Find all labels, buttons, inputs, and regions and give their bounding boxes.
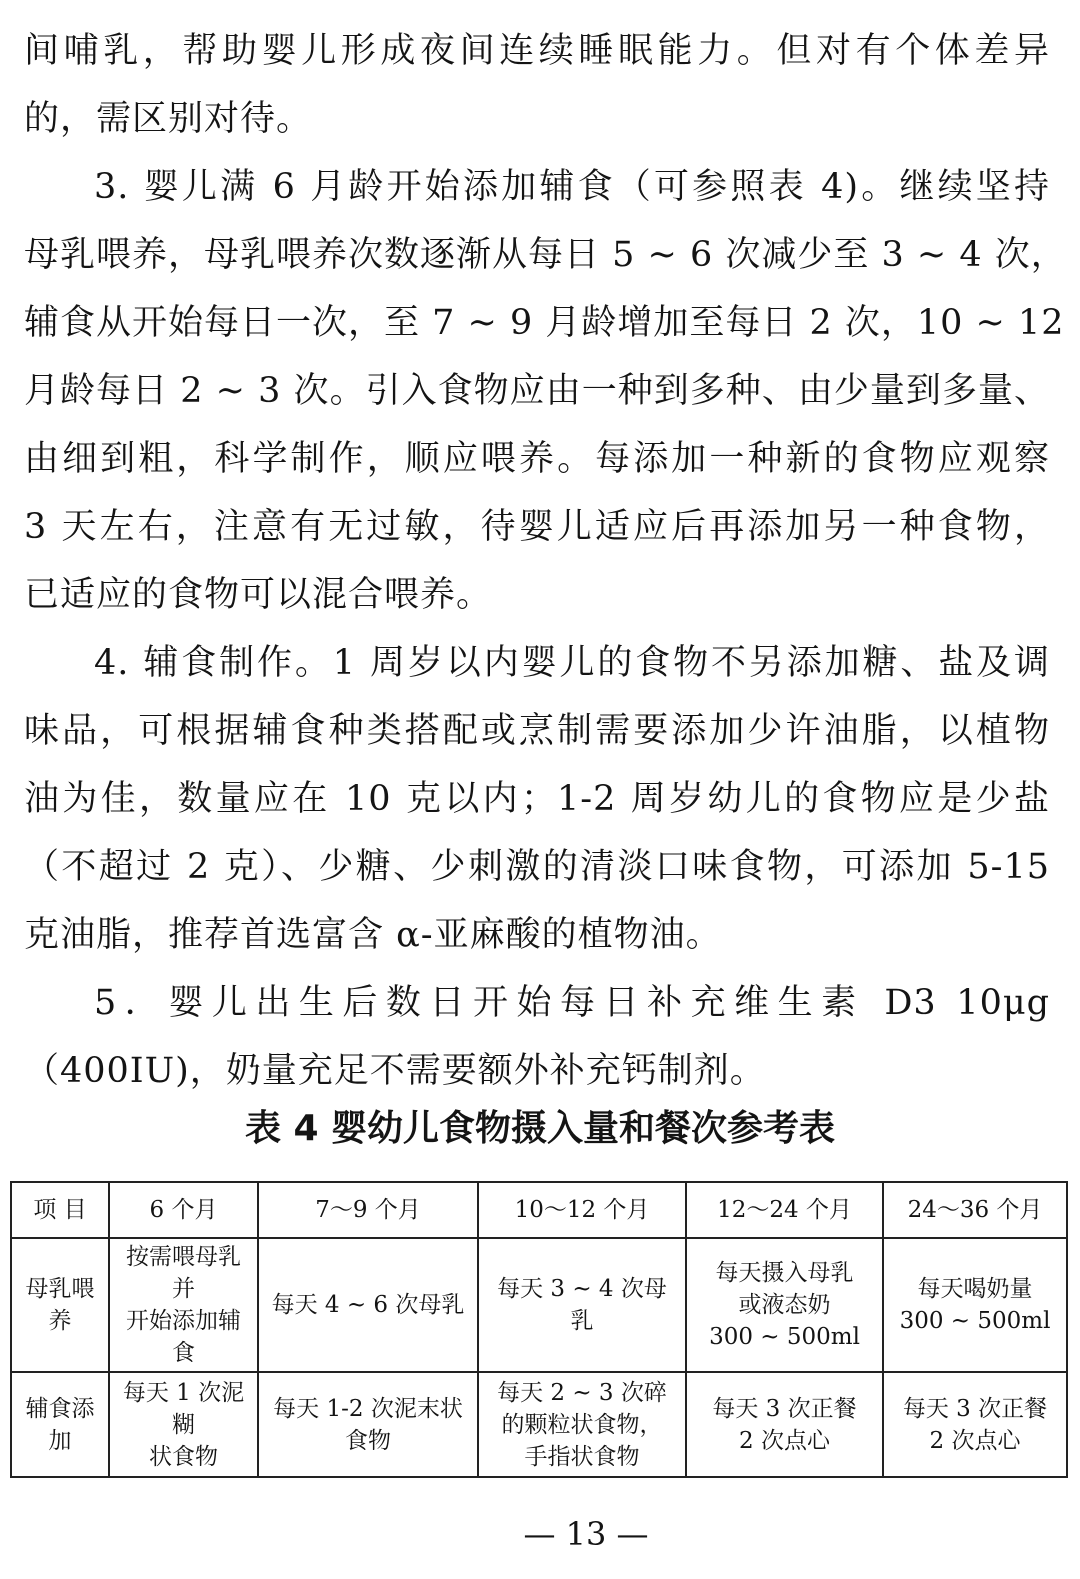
cell-line: 2 次点心: [739, 1427, 830, 1454]
paragraph-line: 月龄每日 2 ~ 3 次。引入食物应由一种到多种、由少量到多量、: [24, 371, 1050, 411]
cell-line: 每天 3 ~ 4 次母: [497, 1276, 667, 1302]
cell-line: 状食物: [149, 1443, 218, 1470]
cell-line: 养: [48, 1308, 72, 1334]
cell-line: 每天 4 ~ 6 次母乳: [271, 1292, 465, 1318]
paragraph-line: 由细到粗，科学制作，顺应喂养。每添加一种新的食物应观察: [24, 439, 1050, 479]
table-cell: [686, 1238, 883, 1372]
paragraph-line: 的，需区别对待。: [24, 99, 313, 139]
cell-line: 每天 2 ~ 3 次碎: [497, 1379, 667, 1406]
cell-line: 每天 3 次正餐: [712, 1395, 857, 1422]
page-number: — 13 —: [523, 1515, 649, 1553]
row-label-cell: [11, 1238, 109, 1372]
header-cell: 24～36 个月: [883, 1182, 1067, 1238]
header-cell: 6 个月: [109, 1182, 258, 1238]
cell-line: 食物: [345, 1427, 391, 1454]
table-cell: [883, 1238, 1067, 1372]
paragraph-line: 母乳喂养，母乳喂养次数逐渐从每日 5 ~ 6 次减少至 3 ~ 4 次，: [24, 235, 1067, 275]
paragraph-line: 油为佳，数量应在 10 克以内；1-2 周岁幼儿的食物应是少盐: [24, 779, 1050, 819]
table-cell: [109, 1372, 258, 1477]
cell-line: 并: [172, 1276, 195, 1302]
cell-line: 母乳喂: [25, 1276, 95, 1302]
table-cell: [258, 1372, 478, 1477]
cell-line: 每天 1-2 次泥末状: [273, 1395, 463, 1422]
cell-line: 的颗粒状食物，: [501, 1411, 663, 1438]
table-row: [11, 1372, 1067, 1477]
paragraph-line: （不超过 2 克）、少糖、少刺激的清淡口味食物，可添加 5-15: [24, 847, 1050, 887]
cell-line: 每天喝奶量: [917, 1276, 1033, 1302]
paragraph-line: 3 天左右，注意有无过敏，待婴儿适应后再添加另一种食物，: [24, 507, 1050, 547]
table-header-row: [11, 1182, 1067, 1238]
cell-line: 糊: [172, 1411, 195, 1438]
cell-line: 开始添加辅: [126, 1308, 241, 1334]
table-cell: [109, 1238, 258, 1372]
table-cell: [258, 1238, 478, 1372]
paragraph-line: 3. 婴儿满 6 月龄开始添加辅食（可参照表 4)。继续坚持: [94, 167, 1050, 207]
table-cell: [686, 1372, 883, 1477]
header-cell: 项 目: [11, 1182, 109, 1238]
cell-line: 每天 1 次泥: [122, 1379, 245, 1406]
table-title: 表 4 婴幼儿食物摄入量和餐次参考表: [244, 1108, 836, 1149]
paragraph-line: 味品，可根据辅食种类搭配或烹制需要添加少许油脂，以植物: [24, 711, 1050, 751]
paragraph-line: （400IU)，奶量充足不需要额外补充钙制剂。: [24, 1051, 766, 1091]
paragraph-line: 4. 辅食制作。1 周岁以内婴儿的食物不另添加糖、盐及调: [94, 643, 1050, 683]
row-label-cell: [11, 1372, 109, 1477]
cell-line: 300 ~ 500ml: [709, 1324, 860, 1350]
cell-line: 加: [48, 1427, 72, 1454]
header-cell: 7～9 个月: [258, 1182, 478, 1238]
cell-line: 手指状食物: [524, 1443, 640, 1470]
paragraph-line: 克油脂，推荐首选富含 α-亚麻酸的植物油。: [24, 915, 722, 955]
cell-line: 2 次点心: [929, 1427, 1021, 1454]
cell-line: 按需喂母乳: [126, 1244, 241, 1270]
paragraph-line: 5．婴儿出生后数日开始每日补充维生素 D3 10μg: [94, 983, 1050, 1023]
cell-line: 乳: [570, 1308, 594, 1334]
paragraph-line: 辅食从开始每日一次，至 7 ~ 9 月龄增加至每日 2 次，10 ~ 12: [24, 303, 1065, 343]
cell-line: 或液态奶: [738, 1292, 831, 1318]
table-cell: [478, 1372, 686, 1477]
cell-line: 300 ~ 500ml: [899, 1308, 1051, 1334]
table-row: [11, 1238, 1067, 1372]
table-cell: [478, 1238, 686, 1372]
cell-line: 食: [172, 1340, 195, 1366]
cell-line: 每天摄入母乳: [715, 1260, 854, 1286]
paragraph-line: 间哺乳，帮助婴儿形成夜间连续睡眠能力。但对有个体差异: [24, 31, 1050, 71]
cell-line: 每天 3 次正餐: [902, 1395, 1048, 1422]
cell-line: 辅食添: [25, 1395, 95, 1422]
header-cell: 10～12 个月: [478, 1182, 686, 1238]
header-cell: 12～24 个月: [686, 1182, 883, 1238]
table-cell: [883, 1372, 1067, 1477]
food-intake-table: [10, 1181, 1068, 1478]
paragraph-line: 已适应的食物可以混合喂养。: [24, 575, 493, 615]
